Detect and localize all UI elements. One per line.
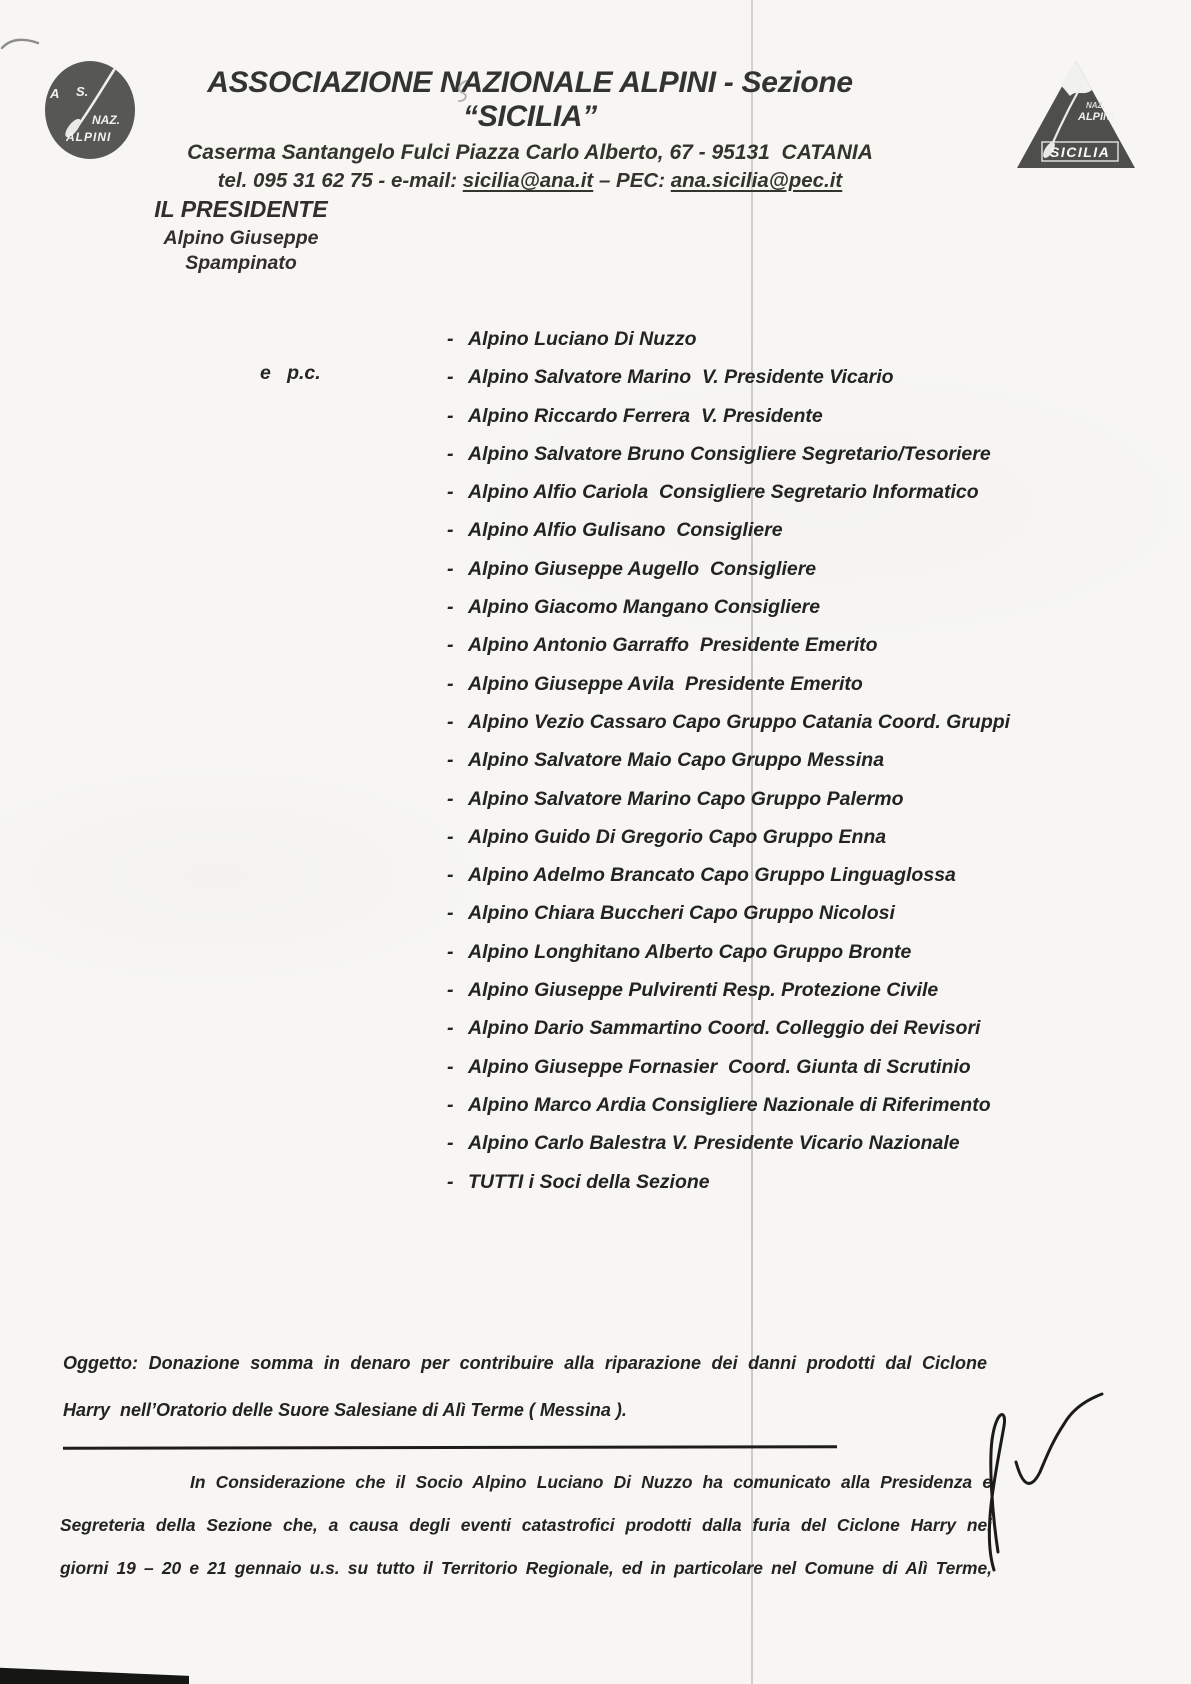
recipient-item: [447, 818, 1157, 856]
cc-label: e p.c.: [260, 362, 321, 384]
recipient-item: [447, 665, 1157, 703]
recipient-item: [447, 473, 1157, 511]
recipient-name: Alpino Dario Sammartino Coord. Colleggio dei Revisori: [468, 1017, 981, 1040]
dash-bullet: -: [447, 328, 454, 350]
sender-block: [106, 196, 376, 276]
svg-text:NAZ.: NAZ.: [92, 113, 120, 127]
sender-name: Alpino Giuseppe Spampinato: [163, 227, 319, 274]
dash-bullet: -: [447, 672, 454, 695]
dash-bullet: -: [447, 1170, 454, 1193]
dash-bullet: -: [447, 825, 454, 848]
dash-bullet: -: [447, 710, 454, 733]
recipient-name: Alpino Antonio Garraffo Presidente Emerito: [468, 634, 878, 657]
pen-mark-header: [452, 78, 474, 104]
dash-bullet: -: [447, 596, 454, 619]
sender-title: IL PRESIDENTE: [154, 196, 328, 222]
signature-mark: [972, 1392, 1112, 1580]
pec-address: ana.sicilia@pec.it: [670, 169, 843, 192]
recipient-item: [447, 894, 1157, 932]
recipient-item: [447, 435, 1157, 473]
dash-bullet: -: [447, 519, 454, 542]
recipient-name: Alpino Luciano Di Nuzzo: [468, 328, 697, 350]
recipient-item: [447, 626, 1157, 664]
recipient-name: Alpino Alfio Cariola Consigliere Segretario Informatico: [468, 481, 979, 504]
recipient-name: Alpino Vezio Cassaro Capo Gruppo Catania Coord. Gruppi: [468, 710, 1011, 733]
recipient-name: Alpino Alfio Gulisano Consigliere: [468, 519, 783, 542]
dash-bullet: -: [447, 787, 454, 810]
recipient-item: [447, 933, 1157, 971]
recipient-name: Alpino Giuseppe Avila Presidente Emerito: [468, 672, 863, 695]
pen-mark-top-left: [0, 32, 42, 56]
recipient-name: Alpino Giuseppe Pulvirenti Resp. Protezione Civile: [468, 979, 939, 1002]
recipient-item: [447, 703, 1157, 741]
dash-bullet: -: [447, 1017, 454, 1040]
recipient-name: Alpino Salvatore Maio Capo Gruppo Messina: [468, 749, 885, 772]
recipient-name: Alpino Carlo Balestra V. Presidente Vicario Nazionale: [468, 1132, 960, 1155]
dash-bullet: -: [447, 749, 454, 772]
recipient-item: [447, 1163, 1157, 1201]
dash-bullet: -: [447, 1093, 454, 1116]
recipient-name: Alpino Salvatore Marino Capo Gruppo Palermo: [468, 787, 904, 810]
body-line-1: In Considerazione che il Socio Alpino Luciano Di Nuzzo ha comunicato alla Presidenza e: [190, 1472, 992, 1492]
org-contact: [140, 168, 920, 194]
dash-bullet: -: [447, 1055, 454, 1078]
recipient-name: Alpino Chiara Buccheri Capo Gruppo Nicolosi: [468, 902, 895, 925]
recipient-name: Alpino Giuseppe Augello Consigliere: [468, 557, 817, 580]
dash-bullet: -: [447, 366, 454, 389]
recipient-item: [447, 320, 1157, 358]
recipient-item: [447, 397, 1157, 435]
ana-roundel-logo: [42, 58, 138, 162]
recipient-name: Alpino Longhitano Alberto Capo Gruppo Bronte: [468, 940, 912, 963]
dash-bullet: -: [447, 404, 454, 427]
recipient-name: Alpino Adelmo Brancato Capo Gruppo Linguaglossa: [468, 864, 956, 887]
recipient-item: [447, 780, 1157, 818]
svg-text:ALPINI: ALPINI: [1078, 111, 1115, 123]
dash-bullet: -: [447, 481, 454, 504]
subject-line-2: Harry nell’Oratorio delle Suore Salesiane di Alì Terme ( Messina ).: [63, 1400, 627, 1420]
recipient-name: Alpino Salvatore Marino V. Presidente Vicario: [468, 366, 894, 389]
horizontal-rule: [63, 1445, 837, 1450]
subject-block: [63, 1340, 987, 1434]
recipient-item: [447, 971, 1157, 1009]
org-address: Caserma Santangelo Fulci Piazza Carlo Alberto, 67 - 95131 CATANIA: [187, 141, 873, 164]
dash-bullet: -: [447, 1132, 454, 1155]
recipient-item: [447, 511, 1157, 549]
body-line-2: Segreteria della Sezione che, a causa degli eventi catastrofici prodotti dalla furia del Ciclone Harry nei: [60, 1515, 992, 1535]
recipient-item: [447, 1009, 1157, 1047]
recipient-name: Alpino Guido Di Gregorio Capo Gruppo Enna: [468, 825, 887, 848]
dash-bullet: -: [447, 557, 454, 580]
recipient-name: Alpino Salvatore Bruno Consigliere Segretario/Tesoriere: [468, 442, 991, 465]
body-paragraph: [60, 1461, 992, 1590]
subject-line-1: Oggetto: Donazione somma in denaro per contribuire alla riparazione dei danni prodotti dal Ciclone: [63, 1353, 987, 1373]
body-line-3: giorni 19 – 20 e 21 gennaio u.s. su tutto il Territorio Regionale, ed in particolare nel Comune di Alì Terme,: [60, 1558, 992, 1578]
dash-bullet: -: [447, 864, 454, 887]
ana-sicilia-mountain-logo: [1016, 58, 1136, 174]
recipient-name: TUTTI i Soci della Sezione: [468, 1170, 710, 1193]
recipient-item: [447, 588, 1157, 626]
recipient-item: [447, 856, 1157, 894]
tel-label: tel. 095 31 62 75 - e-mail:: [217, 169, 463, 192]
dash-bullet: -: [447, 940, 454, 963]
dash-bullet: -: [447, 442, 454, 465]
dash-bullet: -: [447, 979, 454, 1002]
recipient-item: [447, 1086, 1157, 1124]
recipient-item: [447, 358, 1157, 396]
recipient-item: [447, 1048, 1157, 1086]
pec-label: – PEC:: [593, 169, 671, 192]
recipient-name: Alpino Marco Ardia Consigliere Nazionale di Riferimento: [468, 1093, 991, 1116]
svg-text:SICILIA: SICILIA: [1050, 144, 1111, 160]
scan-edge-artifact: [0, 1666, 189, 1684]
recipient-name: Alpino Giuseppe Fornasier Coord. Giunta di Scrutinio: [468, 1055, 971, 1078]
recipient-item: [447, 741, 1157, 779]
recipient-name: Alpino Giacomo Mangano Consigliere: [468, 596, 821, 619]
recipient-list: [447, 320, 1157, 1201]
svg-text:NAZ.: NAZ.: [1086, 101, 1105, 110]
dash-bullet: -: [447, 902, 454, 925]
recipient-name: Alpino Riccardo Ferrera V. Presidente: [468, 404, 823, 427]
org-name: ASSOCIAZIONE NAZIONALE ALPINI - Sezione “SICILIA”: [207, 66, 853, 133]
dash-bullet: -: [447, 634, 454, 657]
recipient-item: [447, 1124, 1157, 1162]
letterhead: [140, 66, 920, 194]
recipient-item: [447, 550, 1157, 588]
email-address: sicilia@ana.it: [462, 169, 594, 192]
svg-text:A: A: [50, 86, 60, 101]
svg-text:ALPINI: ALPINI: [66, 130, 112, 144]
svg-text:S.: S.: [76, 84, 89, 99]
